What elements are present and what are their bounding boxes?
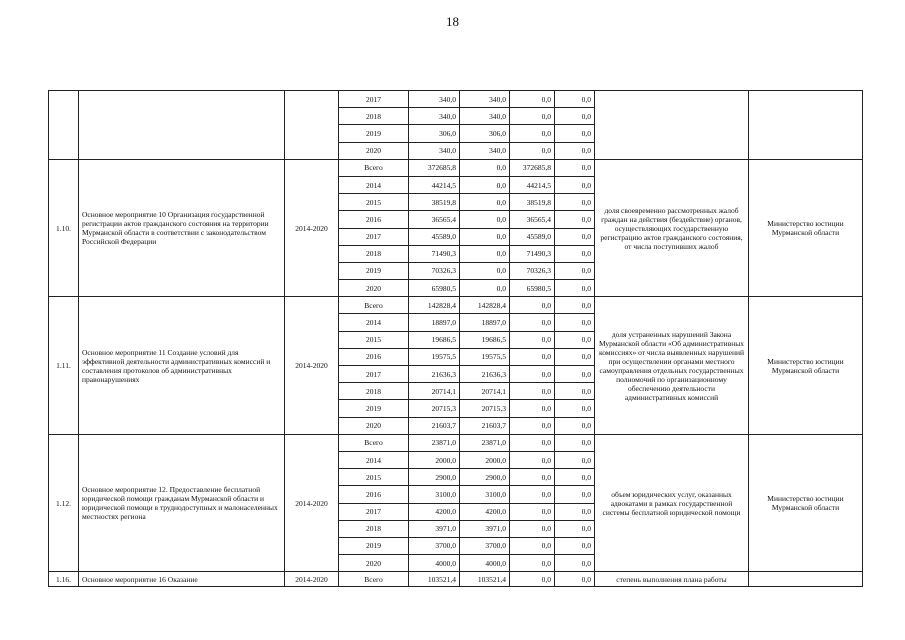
funding-cell: 21636,3 [460,366,510,383]
funding-cell: 0,0 [460,194,510,211]
funding-cell: 0,0 [555,314,595,331]
funding-cell: 19575,5 [460,348,510,365]
table-row [49,572,863,587]
funding-cell: 2900,0 [460,469,510,486]
funding-cell: 0,0 [510,91,555,108]
year-cell: 2019 [339,262,409,279]
funding-cell: 0,0 [555,176,595,193]
indicator-cell: степень выполнения плана работы [595,572,749,587]
year-cell: 2017 [339,503,409,520]
funding-cell: 38519,8 [510,194,555,211]
period-cell: 2014-2020 [285,159,339,297]
funding-cell: 0,0 [510,348,555,365]
year-cell: Всего [339,572,409,587]
indicator-cell: доля устраненных нарушений Закона Мурманской области «Об административных комиссиях» от числа выявленных нарушений при осуществлении органами местного самоуправления отдельных государственных полномочий по организационному обеспечению деятельности административных комиссий [595,297,749,435]
funding-cell: 0,0 [555,383,595,400]
funding-cell: 0,0 [555,572,595,587]
total-cell: 306,0 [409,125,460,142]
total-cell: 20714,1 [409,383,460,400]
funding-cell: 0,0 [460,176,510,193]
year-cell: 2018 [339,108,409,125]
total-cell: 2000,0 [409,451,460,468]
funding-cell: 0,0 [510,366,555,383]
total-cell: 21636,3 [409,366,460,383]
funding-cell: 0,0 [555,537,595,554]
funding-cell: 306,0 [460,125,510,142]
year-cell: 2015 [339,469,409,486]
funding-cell: 4000,0 [460,555,510,572]
total-cell: 103521,4 [409,572,460,587]
responsible-cell: Министерство юстиции Мурманской области [749,434,863,572]
year-cell: 2020 [339,417,409,434]
funding-cell: 0,0 [555,91,595,108]
year-cell: 2018 [339,383,409,400]
funding-cell: 0,0 [510,555,555,572]
funding-cell: 0,0 [510,125,555,142]
total-cell: 3700,0 [409,537,460,554]
year-cell: Всего [339,159,409,176]
funding-cell: 2000,0 [460,451,510,468]
funding-cell: 0,0 [555,142,595,159]
year-cell: 2020 [339,555,409,572]
funding-cell: 0,0 [555,503,595,520]
index-cell: 1.16. [49,572,79,587]
total-cell: 70326,3 [409,262,460,279]
funding-cell: 0,0 [555,194,595,211]
total-cell: 4200,0 [409,503,460,520]
funding-cell: 45589,0 [510,228,555,245]
funding-cell: 0,0 [510,400,555,417]
total-cell: 340,0 [409,142,460,159]
total-cell: 2900,0 [409,469,460,486]
indicator-cell: объем юридических услуг, оказанных адвокатами в рамках государственной системы бесплатной юридической помощи [595,434,749,572]
total-cell: 18897,0 [409,314,460,331]
funding-cell: 0,0 [555,348,595,365]
total-cell: 372685,8 [409,159,460,176]
year-cell: 2018 [339,520,409,537]
activity-name-cell: Основное мероприятие 12. Предоставление бесплатной юридической помощи гражданам Мурманской области и юридической помощи в труднодоступных и малонаселенных местностях региона [79,434,285,572]
funding-cell: 0,0 [555,280,595,297]
year-cell: 2019 [339,537,409,554]
funding-cell: 20714,1 [460,383,510,400]
funding-cell: 0,0 [510,108,555,125]
funding-cell: 4200,0 [460,503,510,520]
funding-cell: 19686,5 [460,331,510,348]
year-cell: Всего [339,297,409,314]
year-cell: 2016 [339,486,409,503]
funding-cell: 0,0 [510,520,555,537]
funding-cell: 0,0 [555,297,595,314]
funding-cell: 0,0 [510,331,555,348]
total-cell: 19575,5 [409,348,460,365]
funding-cell: 340,0 [460,142,510,159]
year-cell: 2015 [339,331,409,348]
funding-cell: 0,0 [510,314,555,331]
year-cell: 2020 [339,142,409,159]
year-cell: 2016 [339,348,409,365]
funding-cell: 3971,0 [460,520,510,537]
year-cell: 2014 [339,176,409,193]
funding-cell: 0,0 [555,228,595,245]
table-row [49,434,863,451]
funding-cell: 0,0 [460,245,510,262]
funding-cell: 21603,7 [460,417,510,434]
funding-cell: 0,0 [555,331,595,348]
funding-cell: 0,0 [460,262,510,279]
funding-cell: 70326,3 [510,262,555,279]
funding-cell: 0,0 [510,417,555,434]
funding-cell: 0,0 [510,537,555,554]
funding-cell: 0,0 [555,469,595,486]
table-row [49,159,863,176]
funding-cell: 0,0 [555,245,595,262]
funding-cell: 0,0 [555,108,595,125]
responsible-cell: Министерство юстиции Мурманской области [749,159,863,297]
funding-cell: 0,0 [460,211,510,228]
funding-cell: 0,0 [460,228,510,245]
responsible-cell [749,91,863,160]
funding-cell: 340,0 [460,108,510,125]
index-cell: 1.10. [49,159,79,297]
funding-cell: 0,0 [460,159,510,176]
funding-cell: 103521,4 [460,572,510,587]
table-row [49,297,863,314]
total-cell: 45589,0 [409,228,460,245]
funding-cell: 0,0 [555,211,595,228]
year-cell: 2014 [339,451,409,468]
year-cell: 2019 [339,400,409,417]
funding-cell: 65980,5 [510,280,555,297]
funding-cell: 0,0 [555,555,595,572]
funding-cell: 0,0 [555,417,595,434]
total-cell: 65980,5 [409,280,460,297]
total-cell: 4000,0 [409,555,460,572]
total-cell: 71490,3 [409,245,460,262]
funding-cell: 0,0 [510,142,555,159]
year-cell: 2018 [339,245,409,262]
funding-cell: 0,0 [555,486,595,503]
total-cell: 340,0 [409,91,460,108]
indicator-cell: доля своевременно рассмотренных жалоб граждан на действия (бездействие) органов, осуществляющих государственную регистрацию актов гражданского состояния, от числа поступивших жалоб [595,159,749,297]
funding-cell: 0,0 [510,503,555,520]
funding-cell: 0,0 [510,451,555,468]
index-cell [49,91,79,160]
year-cell: 2015 [339,194,409,211]
year-cell: 2017 [339,228,409,245]
funding-cell: 0,0 [555,366,595,383]
funding-cell: 3100,0 [460,486,510,503]
index-cell: 1.12. [49,434,79,572]
year-cell: 2020 [339,280,409,297]
year-cell: 2019 [339,125,409,142]
funding-cell: 372685,8 [510,159,555,176]
total-cell: 19686,5 [409,331,460,348]
responsible-cell [749,572,863,587]
funding-cell: 0,0 [510,572,555,587]
funding-cell: 3700,0 [460,537,510,554]
total-cell: 3100,0 [409,486,460,503]
activity-name-cell: Основное мероприятие 11 Создание условий для эффективной деятельности административных комиссий и составления протоколов об административных правонарушениях [79,297,285,435]
year-cell: 2017 [339,91,409,108]
period-cell: 2014-2020 [285,572,339,587]
total-cell: 38519,8 [409,194,460,211]
period-cell [285,91,339,160]
total-cell: 36565,4 [409,211,460,228]
funding-cell: 36565,4 [510,211,555,228]
funding-cell: 0,0 [510,383,555,400]
funding-cell: 0,0 [555,400,595,417]
total-cell: 20715,3 [409,400,460,417]
funding-cell: 23871,0 [460,434,510,451]
activity-name-cell: Основное мероприятие 16 Оказание [79,572,285,587]
funding-cell: 0,0 [460,280,510,297]
funding-cell: 18897,0 [460,314,510,331]
funding-cell: 44214,5 [510,176,555,193]
activity-name-cell [79,91,285,160]
funding-cell: 0,0 [510,486,555,503]
funding-cell: 142828,4 [460,297,510,314]
total-cell: 340,0 [409,108,460,125]
funding-cell: 0,0 [555,520,595,537]
responsible-cell: Министерство юстиции Мурманской области [749,297,863,435]
year-cell: 2016 [339,211,409,228]
year-cell: 2017 [339,366,409,383]
period-cell: 2014-2020 [285,297,339,435]
total-cell: 21603,7 [409,417,460,434]
year-cell: 2014 [339,314,409,331]
activity-name-cell: Основное мероприятие 10 Организация государственной регистрации актов гражданского состояния на территории Мурманской области в соответствии с законодательством Российской Федерации [79,159,285,297]
page-number: 18 [446,14,459,29]
program-activities-table [48,90,863,587]
funding-cell: 0,0 [555,451,595,468]
year-cell: Всего [339,434,409,451]
funding-cell: 0,0 [510,469,555,486]
funding-cell: 0,0 [555,262,595,279]
total-cell: 44214,5 [409,176,460,193]
indicator-cell [595,91,749,160]
total-cell: 23871,0 [409,434,460,451]
total-cell: 142828,4 [409,297,460,314]
table-body [49,91,863,587]
funding-cell: 20715,3 [460,400,510,417]
total-cell: 3971,0 [409,520,460,537]
funding-cell: 0,0 [510,297,555,314]
index-cell: 1.11. [49,297,79,435]
funding-cell: 0,0 [555,125,595,142]
funding-cell: 340,0 [460,91,510,108]
funding-cell: 0,0 [510,434,555,451]
table-row [49,91,863,108]
funding-cell: 71490,3 [510,245,555,262]
funding-cell: 0,0 [555,434,595,451]
period-cell: 2014-2020 [285,434,339,572]
funding-cell: 0,0 [555,159,595,176]
